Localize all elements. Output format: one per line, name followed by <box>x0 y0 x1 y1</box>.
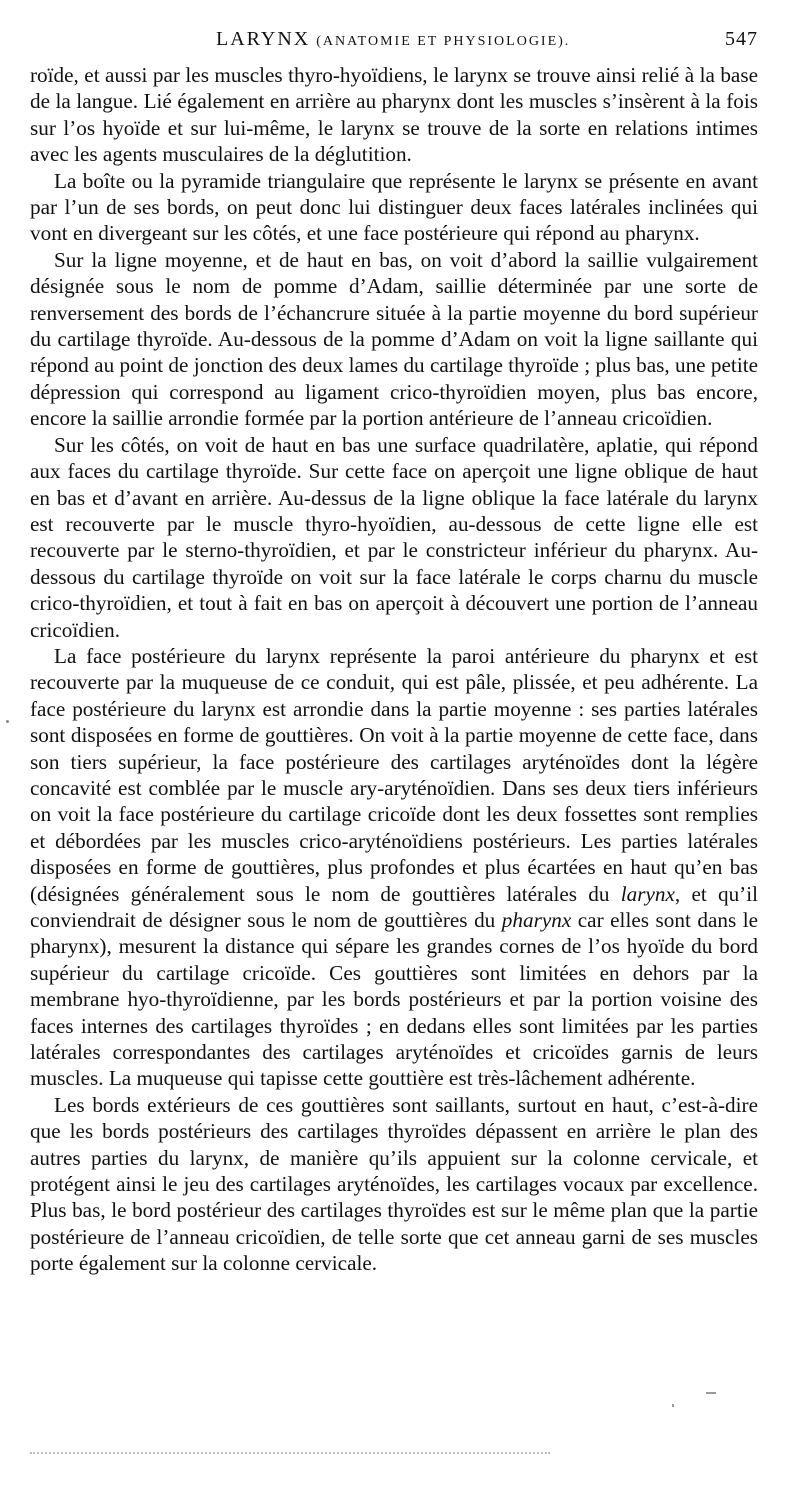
body-text <box>30 62 758 1277</box>
paragraph-2: La boîte ou la pyramide triangulaire que représente le larynx se présente en avant par l’un de ses bords, on peut donc lui distinguer deux faces latérales inclinées qui vont en divergeant sur les côtés, et une face postérieure qui répond au pharynx. <box>30 168 758 246</box>
paragraph-4: Sur les côtés, on voit de haut en bas une surface quadrilatère, aplatie, qui répond aux faces du cartilage thyroïde. Sur cette face on aperçoit une ligne oblique de haut en bas et d’avant en arrière. Au-dessus de la ligne oblique la face latérale du larynx est recouverte par le muscle thyro-hyoïdien, au-dessous de cette ligne elle est recouverte par le sterno-thyroïdien, et par le constricteur inférieur du pharynx. Au-dessous du cartilage thyroïde on voit sur la face latérale le corps charnu du muscle crico-thyroïdien, et tout à fait en bas on aperçoit à découvert une portion de l’anneau cricoïdien. <box>30 432 758 642</box>
stray-print-mark-2 <box>672 1404 674 1407</box>
margin-mark <box>6 720 9 723</box>
paragraph-5-part-1: La face postérieure du larynx représente la paroi antérieure du pharynx et est recouverte par la muqueuse de ce conduit, qui est pâle, plissée, et peu adhérente. La face postérieure du larynx est arrondie dans la partie moyenne : ses parties latérales sont disposées en forme de gouttières. On voit à la partie moyenne de cette face, dans son tiers supérieur, la face postérieure des cartilages aryténoïdes dont la légère concavité est comblée par le muscle ary-aryténoïdien. Dans ses deux tiers inférieurs on voit la face postérieure du cartilage cricoïde dont les deux fossettes sont remplies et débordées par les muscles crico-aryténoïdiens postérieurs. Les parties latérales disposées en forme de gouttières, plus profondes et plus écartées en haut qu’en bas (désignées généralement sous le nom de gouttières latérales du <box>30 643 758 906</box>
paragraph-6: Les bords extérieurs de ces gouttières sont saillants, surtout en haut, c’est-à-dire que les bords postérieurs des cartilages thyroïdes dépassent en arrière le plan des autres parties du larynx, de manière qu’ils appuient sur la colonne cervicale, et protégent ainsi le jeu des cartilages aryténoïdes, les cartilages vocaux par excellence. Plus bas, le bord postérieur des cartilages thyroïdes est sur le même plan que la partie postérieure de l’anneau cricoïdien, de telle sorte que cet anneau garni de ses muscles porte également sur la colonne cervicale. <box>30 1092 758 1276</box>
paragraph-3: Sur la ligne moyenne, et de haut en bas, on voit d’abord la saillie vulgairement désignée sous le nom de pomme d’Adam, saillie déterminée par une sorte de renversement des bords de l’échancrure située à la partie moyenne du bord supérieur du cartilage thyroïde. Au-dessous de la pomme d’Adam on voit la ligne saillante qui répond au point de jonction des deux lames du cartilage thyroïde ; plus bas, une petite dépression qui correspond au ligament crico-thyroïdien moyen, plus bas encore, encore la saillie arrondie formée par la portion antérieure de l’anneau cricoïdien. <box>30 247 758 431</box>
italic-pharynx: pharynx <box>501 908 572 932</box>
bleed-through-line <box>30 1452 550 1458</box>
header-subtitle: (ANATOMIE ET PHYSIOLOGIE). <box>316 34 571 49</box>
paragraph-5 <box>30 643 758 1092</box>
document-page <box>30 28 758 1277</box>
page-number: 547 <box>725 28 758 50</box>
paragraph-5-part-3: car elles sont dans le pharynx), mesurent la distance qui sépare les grandes cornes de l’os hyoïde du bord supérieur du cartilage cricoïde. Ces gouttières sont limitées en dehors par la membrane hyo-thyroïdienne, par les bords postérieurs et par la portion voisine des faces internes des cartilages thyroïdes ; en dedans elles sont limitées par les parties latérales correspondantes des cartilages aryténoïdes et cricoïdes garnis de leurs muscles. La muqueuse qui tapisse cette gouttière est très-lâchement adhérente. <box>30 908 759 1091</box>
paragraph-1: roïde, et aussi par les muscles thyro-hyoïdiens, le larynx se trouve ainsi relié à la base de la langue. Lié également en arrière au pharynx dont les muscles s’insèrent à la fois sur l’os hyoïde et sur lui-même, le larynx se trouve de la sorte en relations intimes avec les agents musculaires de la déglutition. <box>30 63 758 167</box>
running-header <box>30 28 758 54</box>
header-title <box>216 28 570 51</box>
stray-print-mark <box>706 1392 716 1394</box>
paragraph-5-part-2: , et qu’il conviendrait de désigner sous le nom de gouttières du <box>30 881 758 932</box>
header-main-title: LARYNX <box>216 28 311 50</box>
italic-larynx: larynx <box>620 881 675 906</box>
